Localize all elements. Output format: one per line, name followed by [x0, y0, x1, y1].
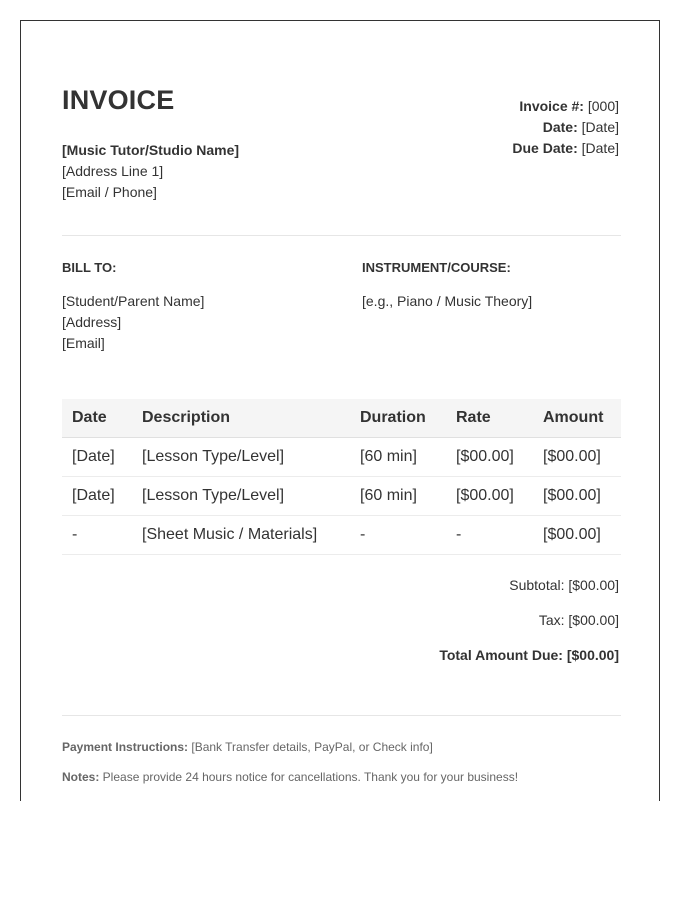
invoice-page: [20, 20, 660, 801]
header-date: Date: [62, 399, 132, 438]
cell-date: [Date]: [62, 477, 132, 516]
cell-amount: [$00.00]: [533, 477, 621, 516]
sender-name: [Music Tutor/Studio Name]: [62, 142, 240, 158]
table-row: [62, 477, 621, 516]
sender-address: [Address Line 1]: [62, 163, 164, 179]
notes-text: Please provide 24 hours notice for cancellations. Thank you for your business!: [99, 770, 519, 784]
total-amount-due: Total Amount Due: [$00.00]: [439, 647, 619, 663]
invoice-due-label: Due Date:: [512, 140, 578, 156]
table-row: [62, 516, 621, 555]
cell-duration: -: [350, 516, 446, 555]
notes-label: Notes:: [62, 770, 100, 784]
bill-to-address: [Address]: [62, 314, 122, 330]
cell-rate: [$00.00]: [446, 438, 533, 477]
bill-to-email: [Email]: [62, 335, 105, 351]
table-header-row: [62, 399, 621, 438]
divider: [62, 715, 621, 716]
cell-date: -: [62, 516, 132, 555]
cell-description: [Lesson Type/Level]: [132, 477, 350, 516]
invoice-meta: [512, 96, 619, 159]
cell-amount: [$00.00]: [533, 438, 621, 477]
invoice-number-value: [000]: [587, 98, 619, 114]
bill-to-heading: BILL TO:: [62, 260, 117, 275]
cell-amount: [$00.00]: [533, 516, 621, 555]
divider: [62, 235, 621, 236]
header-rate: Rate: [446, 399, 533, 438]
payment-instructions-label: Payment Instructions:: [62, 740, 189, 754]
invoice-date-line: [512, 117, 619, 138]
invoice-due-value: [Date]: [581, 140, 619, 156]
sender-info: [62, 140, 239, 203]
cell-rate: -: [446, 516, 533, 555]
subtotal: Subtotal: [$00.00]: [509, 577, 619, 593]
bill-to-name: [Student/Parent Name]: [62, 293, 205, 309]
cell-date: [Date]: [62, 438, 132, 477]
invoice-title: INVOICE: [62, 85, 175, 115]
sender-contact: [Email / Phone]: [62, 184, 157, 200]
cell-duration: [60 min]: [350, 477, 446, 516]
tax: Tax: [$00.00]: [538, 612, 619, 628]
line-items-table: [62, 399, 621, 555]
invoice-date-label: Date:: [542, 119, 578, 135]
cell-duration: [60 min]: [350, 438, 446, 477]
payment-instructions: [62, 740, 433, 754]
cell-description: [Lesson Type/Level]: [132, 438, 350, 477]
cell-description: [Sheet Music / Materials]: [132, 516, 350, 555]
instrument-value: [e.g., Piano / Music Theory]: [362, 293, 533, 309]
table-row: [62, 438, 621, 477]
instrument-heading: INSTRUMENT/COURSE:: [362, 260, 511, 275]
notes: [62, 770, 518, 784]
invoice-number-line: [512, 96, 619, 117]
invoice-date-value: [Date]: [581, 119, 619, 135]
payment-instructions-text: [Bank Transfer details, PayPal, or Check info]: [188, 740, 433, 754]
bill-to-info: [62, 291, 204, 354]
invoice-due-line: [512, 138, 619, 159]
invoice-number-label: Invoice #:: [519, 98, 584, 114]
header-duration: Duration: [350, 399, 446, 438]
cell-rate: [$00.00]: [446, 477, 533, 516]
header-amount: Amount: [533, 399, 621, 438]
header-description: Description: [132, 399, 350, 438]
